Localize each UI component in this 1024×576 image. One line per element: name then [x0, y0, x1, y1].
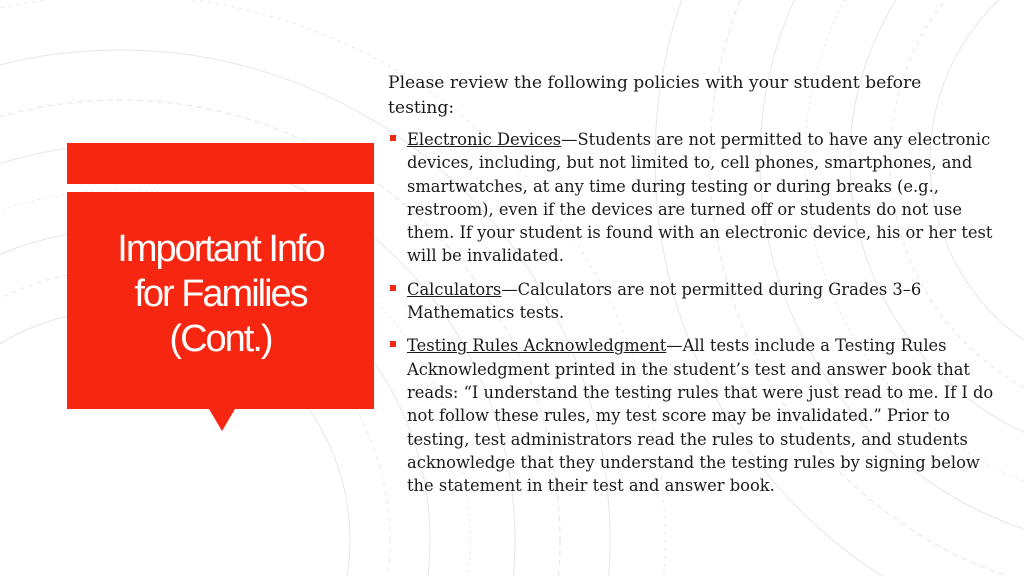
- policy-text: —All tests include a Testing Rules Acknowledgment printed in the student’s test and answer book that reads: “I understand the testing rules that were just read to me. If I do not follow these rules, my test score may be invalidated.” Prior to testing, test administrators read the rules to students, and students acknowledge that they understand the testing rules by signing below the statement in their test and answer book.: [407, 336, 994, 496]
- policy-term: Testing Rules Acknowledgment: [407, 336, 667, 356]
- policy-list: [388, 128, 1008, 497]
- square-bullet-icon: [390, 285, 396, 291]
- policy-text: —Students are not permitted to have any electronic devices, including, but not limited to, cell phones, smartphones, and smartwatches, at any time during testing or during breaks (e.g., restroom), even if the devices are turned off or students do not use them. If your student is found with an electronic device, his or her test will be invalidated.: [407, 130, 993, 266]
- intro-text: Please review the following policies with your student before testing:: [388, 73, 922, 118]
- square-bullet-icon: [390, 135, 396, 141]
- policy-term: Calculators: [407, 279, 502, 299]
- accent-bar: [67, 143, 374, 184]
- slide-title: Important Info for Families (Cont.): [117, 228, 324, 360]
- content-area: [388, 71, 1008, 507]
- policy-item-electronic-devices: [388, 128, 1008, 268]
- policy-item-testing-rules: [388, 334, 1008, 497]
- square-bullet-icon: [390, 341, 396, 347]
- policy-item-calculators: [388, 278, 1008, 325]
- title-box: [67, 192, 374, 409]
- policy-term: Electronic Devices: [407, 130, 562, 149]
- policy-text: —Calculators are not permitted during Grades 3–6 Mathematics tests.: [407, 279, 922, 323]
- title-pointer: [209, 409, 235, 431]
